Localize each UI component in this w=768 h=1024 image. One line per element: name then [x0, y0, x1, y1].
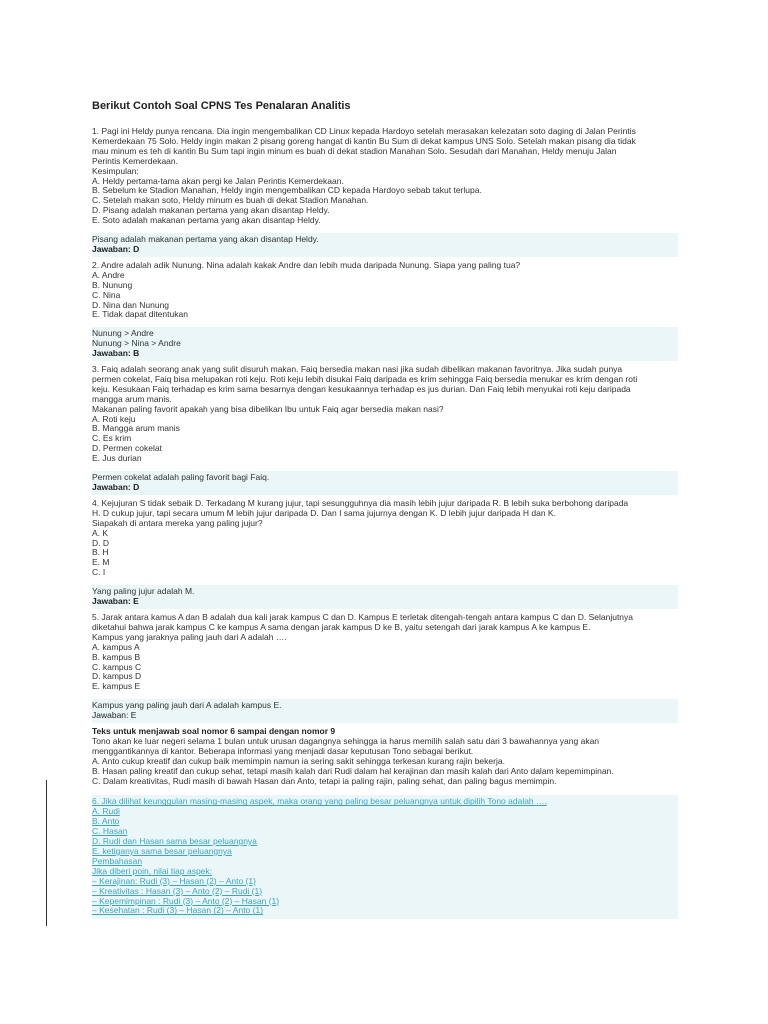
passage-heading: Teks untuk menjawab soal nomor 6 sampai dengan nomor 9	[92, 726, 336, 737]
text-line: C. Setelah makan soto, Heldy minum es buah di dekat Stadion Manahan.	[92, 195, 369, 206]
answer-2	[92, 327, 678, 361]
text-line: E. Soto adalah makanan pertama yang akan disantap Heldy.	[92, 215, 321, 226]
text-line: E. M	[92, 557, 110, 568]
text-line: D. kampus D	[92, 671, 142, 682]
question-4	[92, 499, 678, 578]
text-line: permen cokelat, Faiq bisa melupakan roti keju. Roti keju lebih disukai Faiq daripada es krim sehingga Faiq bersedia menukar es krim dengan roti	[92, 373, 638, 384]
pembahasan-heading: Pembahasan	[92, 855, 143, 866]
answer-1	[92, 233, 678, 257]
text-line: A. Rudi	[92, 806, 120, 817]
text-line: 2. Andre adalah adik Nunung. Nina adalah kakak Andre dan lebih muda daripada Nunung. Siapa yang paling tua?	[92, 259, 521, 270]
text-line: – Kesehatan : Rudi (3) – Hasan (2) – Anto (1)	[92, 905, 264, 916]
text-line: Jika diberi poin, nilai tiap aspek:	[92, 865, 213, 876]
text-line: 3. Faiq adalah seorang anak yang sulit disuruh makan. Faiq bersedia makan nasi jika sudah dibelikan makanan favoritnya. Jika sudah punya	[92, 364, 623, 375]
text-line: B. Anto	[92, 816, 120, 827]
text-line: A. Heldy pertama-tama akan pergi ke Jalan Perintis Kemerdekaan.	[92, 175, 344, 186]
text-line: Yang paling jujur adalah M.	[92, 586, 195, 597]
text-line: Kampus yang paling jauh dari A adalah kampus E.	[92, 700, 282, 711]
text-line: D. Permen cokelat	[92, 443, 162, 454]
text-line: Nunung > Nina > Andre	[92, 338, 181, 349]
text-line: 1. Pagi ini Heldy punya rencana. Dia ingin mengembalikan CD Linux kepada Hardoyo setelah merasakan kelezatan soto daging di Jalan Perintis	[92, 126, 636, 136]
margin-change-bar	[46, 780, 47, 926]
text-line: – Kerajinan: Rudi (3) – Hasan (2) – Anto (1)	[92, 875, 256, 886]
text-line: C. I	[92, 567, 106, 578]
text-line: B. H	[92, 547, 109, 558]
answer-5	[92, 699, 678, 723]
text-line: H. D cukup jujur, tapi secara umum M lebih jujur daripada D. Dan I sama jujurnya dengan K. D lebih jujur daripada H dan K.	[92, 507, 556, 518]
text-line: menggantikannya di kantor. Beberapa informasi yang menjadi dasar keputusan Tono sebagai berikut.	[92, 745, 474, 756]
text-line: B. kampus B	[92, 651, 141, 662]
answer-label: Jawaban: E	[92, 596, 139, 607]
text-line: C. Nina	[92, 289, 121, 300]
text-line: 6. Jika dilihat keunggulan masing-masing aspek, maka orang yang paling besar peluangnya untuk dipilih Tono adalah ….	[92, 796, 547, 807]
text-line: Nunung > Andre	[92, 328, 154, 339]
question-1	[92, 127, 678, 226]
text-line: A. kampus A	[92, 641, 140, 652]
text-line: Perintis Kemerdekaan.	[92, 155, 178, 166]
text-line: A. Anto cukup kreatif dan cukup baik memimpin namun ia sering sakit sehingga terkesan kurang rajin bekerja.	[92, 755, 505, 766]
text-line: A. Roti keju	[92, 413, 136, 424]
document-body	[92, 100, 678, 919]
text-line: – Kepemimpinan : Rudi (3) – Anto (2) – Hasan (1)	[92, 895, 280, 906]
text-line: E. Jus durian	[92, 453, 142, 464]
text-line: keju. Kesukaan Faiq terhadap es krim sama besarnya dengan kesukaannya terhadap es jus durian. Dan Faiq lebih menyukai roti keju daripada	[92, 383, 631, 394]
text-line: E. ketiganya sama besar peluangnya	[92, 846, 232, 856]
answer-label: Jawaban: E	[92, 710, 137, 721]
answer-label: Jawaban: D	[92, 482, 140, 492]
text-line: mangga arum manis.	[92, 393, 172, 404]
document-title: Berikut Contoh Soal CPNS Tes Penalaran Analitis	[92, 100, 351, 112]
answer-label: Jawaban: B	[92, 348, 140, 359]
question-6-block[interactable]	[92, 795, 678, 919]
question-2	[92, 261, 678, 320]
text-line: 4. Kejujuran S tidak sebaik D. Terkadang M kurang jujur, tapi sesungguhnya dia masih lebih jujur daripada R. B lebih suka berbohong daripada	[92, 497, 629, 508]
text-line: Tono akan ke luar negeri selama 1 bulan untuk urusan dagangnya sehingga ia harus memilih salah satu dari 3 bawahannya yang akan	[92, 735, 600, 746]
text-line: D. Pisang adalah makanan pertama yang akan disantap Heldy.	[92, 205, 330, 216]
text-line: Kampus yang jaraknya paling jauh dari A adalah ….	[92, 631, 287, 642]
text-line: – Kreativitas : Hasan (3) – Anto (2) – Rudi (1)	[92, 885, 263, 896]
text-line: Siapakah di antara mereka yang paling jujur?	[92, 517, 263, 528]
question-5	[92, 613, 678, 692]
text-line: B. Nunung	[92, 279, 133, 290]
passage-q6-9	[92, 727, 678, 786]
text-line: A. Andre	[92, 269, 125, 280]
text-line: D. Rudi dan Hasan sama besar peluangnya	[92, 836, 257, 847]
text-line: C. Dalam kreativitas, Rudi masih di bawah Hasan dan Anto, tetapi ia paling rajin, paling sehat, dan paling bagus memimpin.	[92, 775, 557, 786]
text-line: A. K	[92, 527, 109, 538]
text-line: 5. Jarak antara kamus A dan B adalah dua kali jarak kampus C dan D. Kampus E terletak ditengah-tengah antara kampus C dan D. Selanjutnya	[92, 611, 634, 622]
text-line: E. Tidak dapat ditentukan	[92, 309, 188, 320]
answer-4	[92, 585, 678, 609]
text-line: Makanan paling favorit apakah yang bisa dibelikan Ibu untuk Faiq agar bersedia makan nasi?	[92, 403, 444, 414]
text-line: D. Nina dan Nunung	[92, 299, 170, 310]
text-line: mau minum es teh di kantin Bu Sum tapi ingin minum es buah di dekat stadion Manahan Solo. Sesudah dari Manahan, Heldy menuju Jalan	[92, 145, 617, 156]
question-3	[92, 365, 678, 464]
text-line: B. Hasan paling kreatif dan cukup sehat, tetapi masih kalah dari Rudi dalam hal kerajinan dan masih kalah dari Anto dalam kepemimpinan.	[92, 765, 614, 776]
text-line: B. Mangga arum manis	[92, 423, 180, 434]
text-line: diketahui bahwa jarak kampus C ke kampus A sama dengan jarak kampus D ke B, yaitu setengah dari jarak kampus A ke kampus E.	[92, 621, 591, 632]
text-line: C. kampus C	[92, 661, 142, 672]
answer-3	[92, 471, 678, 495]
answer-label: Jawaban: D	[92, 243, 140, 254]
text-line: B. Sebelum ke Stadion Manahan, Heldy ingin mengembalikan CD kepada Hardoyo sebab takut terlupa.	[92, 185, 482, 196]
text-line: Kemerdekaan 75 Solo. Heldy ingin makan 2 pisang goreng hangat di kantin Bu Sum di dekat kampus UNS Solo. Setelah makan pisang dia tidak	[92, 135, 636, 146]
text-line: E. kampus E	[92, 681, 141, 692]
text-line: C. Es krim	[92, 433, 132, 444]
text-line: D. D	[92, 537, 109, 548]
text-line: Permen cokelat adalah paling favorit bagi Faiq.	[92, 472, 270, 483]
text-line: Pisang adalah makanan pertama yang akan disantap Heldy.	[92, 234, 319, 245]
text-line: C. Hasan	[92, 826, 128, 837]
text-line: Kesimpulan:	[92, 165, 139, 176]
